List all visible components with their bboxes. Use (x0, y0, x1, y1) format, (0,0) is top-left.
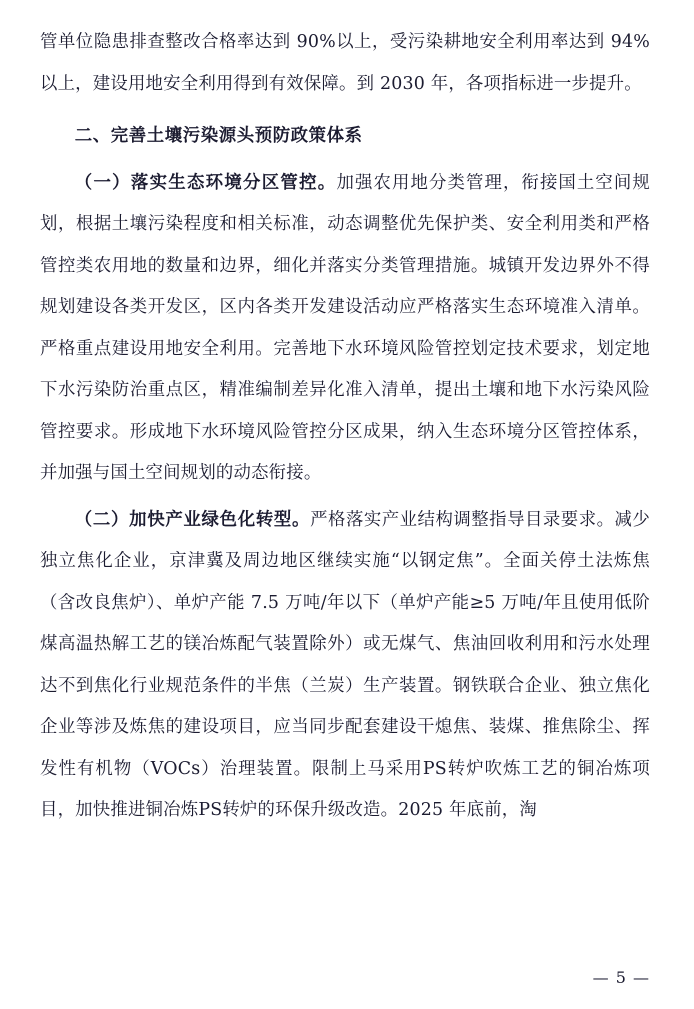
section-heading-two: 二、完善土壤污染源头预防政策体系 (74, 126, 363, 146)
subsection-one (40, 163, 650, 495)
subsection-one-lead: （一）落实生态环境分区管控。 (74, 172, 337, 193)
document-body (40, 22, 650, 832)
paragraph-continuation-top: 管单位隐患排查整改合格率达到 90%以上，受污染耕地安全利用率达到 94%以上，建设用地安全利用得到有效保障。到 2030 年，各项指标进一步提升。 (40, 32, 650, 94)
heading-spacer (40, 105, 650, 110)
subsection-one-text: 加强农用地分类管理，衔接国土空间规划，根据土壤污染程度和相关标准，动态调整优先保护类、安全利用类和严格管控类农用地的数量和边界，细化并落实分类管理措施。城镇开发边界外不得规划建设各类开发区，区内各类开发建设活动应严格落实生态环境准入清单。严格重点建设用地安全利用。完善地下水环境风险管控划定技术要求，划定地下水污染防治重点区，精准编制差异化准入清单，提出土壤和地下水污染风险管控要求。形成地下水环境风险管控分区成果，纳入生态环境分区管控体系，并加强与国土空间规划的动态衔接。 (40, 172, 650, 483)
subsection-two-lead: （二）加快产业绿色化转型。 (74, 509, 311, 530)
subsection-two-text: 严格落实产业结构调整指导目录要求。减少独立焦化企业，京津冀及周边地区继续实施“以钢定焦”。全面关停土法炼焦（含改良焦炉）、单炉产能 7.5 万吨/年以下（单炉产能≥5 万吨/年且使用低阶煤高温热解工艺的镁冶炼配气装置除外）或无煤气、焦油回收利用和污水处理达不到焦化行业规范条件的半焦（兰炭）生产装置。钢铁联合企业、独立焦化企业等涉及炼焦的建设项目，应当同步配套建设干熄焦、装煤、推焦除尘、挥发性有机物（VOCs）治理装置。限制上马采用PS转炉吹炼工艺的铜冶炼项目，加快推进铜冶炼PS转炉的环保升级改造。2025 年底前，淘 (40, 509, 650, 820)
subsection-two (40, 500, 650, 832)
page-number: — 5 — (592, 968, 650, 987)
